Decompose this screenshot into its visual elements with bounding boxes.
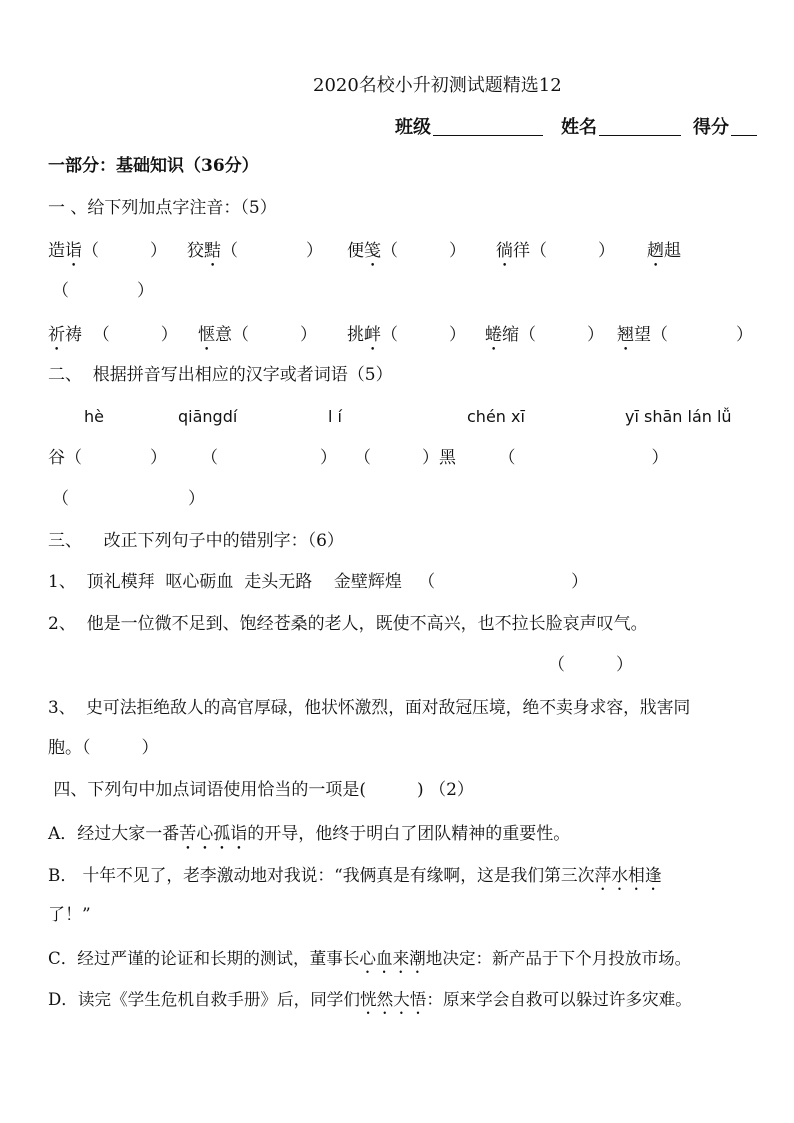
score-label: 得分	[693, 117, 729, 138]
q1-item: 惬意（ ）	[198, 325, 317, 345]
q1-item: 趔趄	[647, 241, 681, 261]
q2-answer-cont: （ ）	[52, 489, 205, 509]
q1-item: 翘望（ ）	[617, 325, 753, 345]
name-field[interactable]	[599, 118, 681, 136]
q3-item-2-answer: （ ）	[548, 655, 633, 675]
q1-item: 狡黠（ ）	[187, 241, 323, 261]
question-2-heading: 二、 根据拼音写出相应的汉字或者词语（5）	[48, 365, 393, 385]
part-heading: 一部分：基础知识（36分）	[48, 156, 259, 176]
q1-item: 挑衅（ ）	[347, 325, 466, 345]
question-1-heading: 一 、给下列加点字注音：（5）	[48, 198, 277, 218]
pinyin: qiāngdí	[178, 407, 238, 426]
class-label: 班级	[395, 117, 431, 138]
q3-item-2: 2、 他是一位微不足到、饱经苍桑的老人，既使不高兴，也不拉长脸哀声叹气。	[48, 614, 648, 634]
q1-item: 造诣（ ）	[48, 241, 167, 261]
pinyin: hè	[84, 407, 104, 426]
score-field[interactable]	[731, 118, 757, 136]
q3-item-1: 1、 顶礼模拜 呕心砺血 走头无路 金壁辉煌 （ ）	[48, 572, 589, 592]
q1-item: 蜷缩（ ）	[485, 325, 604, 345]
q3-item-3: 3、 史可法拒绝敌人的高官厚碌，他状怀激烈，面对敌冠压境，绝不卖身求容，戕害同	[48, 697, 691, 717]
option-c: C．经过严谨的论证和长期的测试，董事长心血来潮地决定：新产品于下个月投放市场。	[48, 949, 692, 968]
q1-item: 徜徉（ ）	[496, 241, 615, 261]
q1-item: 祈祷 （ ）	[48, 325, 178, 345]
page-title: 2020名校小升初测试题精选12	[313, 75, 562, 96]
option-d: D．读完《学生危机自救手册》后，同学们恍然大悟：原来学会自救可以躲过许多灾难。	[48, 990, 692, 1009]
pinyin: l í	[328, 407, 342, 426]
question-3-heading: 三、 改正下列句子中的错别字：（6）	[48, 531, 344, 551]
option-b: B． 十年不见了，老李激动地对我说：“我俩真是有缘啊，这是我们第三次萍水相逢	[48, 865, 662, 885]
class-field[interactable]	[433, 118, 543, 136]
q1-answer-cont: （ ）	[52, 281, 154, 301]
q1-item: 便笺（ ）	[347, 241, 466, 261]
pinyin: yī shān lán lǚ	[625, 407, 732, 426]
q3-item-3-cont: 胞。（ ）	[48, 738, 159, 758]
option-a: A．经过大家一番苦心孤诣的开导，他终于明白了团队精神的重要性。	[48, 824, 571, 844]
pinyin: chén xī	[467, 407, 525, 426]
option-b-cont: 了！”	[48, 905, 91, 925]
name-label: 姓名	[561, 117, 597, 138]
q2-answers: 谷（ ） （ ） （ ）黑 （ ）	[48, 448, 669, 468]
question-4-heading: 四、下列句中加点词语使用恰当的一项是( ) （2）	[48, 780, 474, 800]
header-fields	[395, 118, 757, 137]
